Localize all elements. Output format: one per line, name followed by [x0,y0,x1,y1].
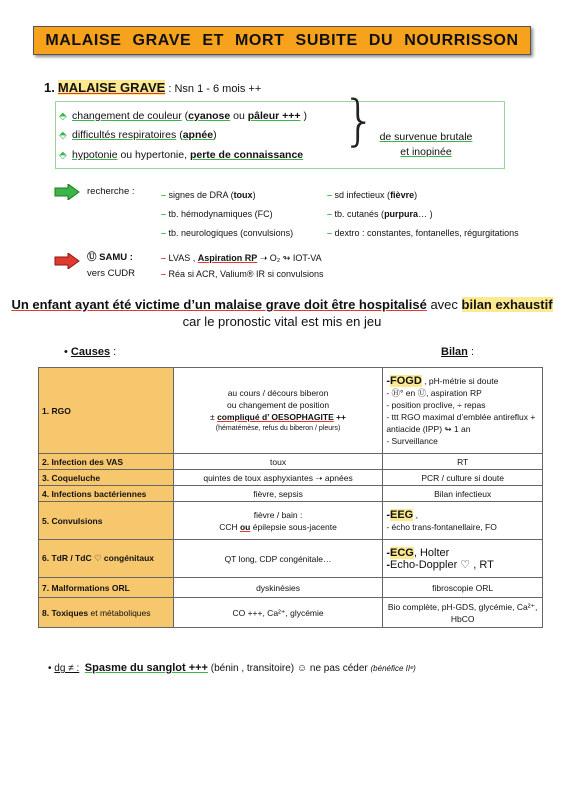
differential-diagnosis: • dg ≠ : Spasme du sanglot +++ (bénin , transitoire) ☺ ne pas céder (bénéfice IIᵉ) [48,662,416,674]
table-cell: CO +++, Ca²⁺, glycémie [173,598,383,628]
table-row [39,502,543,540]
table-cell: 1. RGO [39,368,174,454]
table-row [39,368,543,454]
table-cell: dyskinésies [173,578,383,598]
causes-heading: • Causes : [64,346,117,358]
list-item: – tb. hémodynamiques (FC) [161,209,273,219]
table-cell: 7. Malformations ORL [39,578,174,598]
list-item: – LVAS , Aspiration RP ➝ O₂ ↬ IOT-VA [161,253,322,263]
table-cell: Bilan infectieux [383,486,543,502]
table-row [39,540,543,578]
table-cell: Bio complète, pH-GDS, glycémie, Ca²⁺, HbCO [383,598,543,628]
section-heading [44,80,261,95]
table-cell: QT long, CDP congénitale… [173,540,383,578]
recherche-column-b [327,186,519,243]
brace-icon: } [342,89,377,152]
table-cell: fibroscopie ORL [383,578,543,598]
section-number: 1. [44,80,55,95]
section-title: MALAISE GRAVE [57,80,166,95]
recherche-label: recherche : [87,186,135,197]
causes-table [38,367,543,628]
table-cell: 3. Coqueluche [39,470,174,486]
bullet-arrow-icon: ⬘ [59,150,67,161]
table-cell: -FOGD , pH-métrie si doute - Ⓗ° en Ⓤ, aspiration RP - position proclive, ÷ repas - ttt RGO maximal d’emblée antireflux + antiacide (IPP) ↬ 1 an - Surveillance [383,368,543,454]
bullet-arrow-icon: ⬘ [59,111,67,122]
list-item: – sd infectieux (fièvre) [327,190,418,200]
sign-row: ⬘ changement de couleur (cyanose ou pâleur +++ ) [59,110,307,122]
table-cell: fièvre / bain : CCH ou épilepsie sous-jacente [173,502,383,540]
table-cell: 8. Toxiques et métaboliques [39,598,174,628]
red-arrow-icon [54,253,80,269]
section-subtitle: : Nsn 1 - 6 mois ++ [168,83,262,95]
table-cell: -EEG , - écho trans-fontanellaire, FO [383,502,543,540]
recherche-column-a [161,186,293,243]
bullet-arrow-icon: ⬘ [59,130,67,141]
table-row [39,578,543,598]
table-row [39,470,543,486]
table-cell: quintes de toux asphyxiantes ➝ apnées [173,470,383,486]
table-cell: PCR / culture si doute [383,470,543,486]
onset-note: de survenue brutale et inopinée [379,131,473,158]
bilan-heading: Bilan : [441,346,475,358]
table-cell: 2. Infection des VAS [39,454,174,470]
table-row [39,454,543,470]
table-cell: toux [173,454,383,470]
table-cell: 5. Convulsions [39,502,174,540]
table-cell: au cours / décours biberon ou changement de position ± compliqué d’ OESOPHAGITE ++ (hématémèse, refus du biberon / pleurs) [173,368,383,454]
table-cell: 4. Infections bactériennes [39,486,174,502]
sign-row: ⬘ difficultés respiratoires (apnée) [59,129,217,141]
key-statement: Un enfant ayant été victime d’un malaise grave doit être hospitalisé avec bilan exhaustif car le pronostic vital est mis en jeu [11,297,553,329]
table-row [39,598,543,628]
page-title: MALAISE GRAVE ET MORT SUBITE DU NOURRISSON [45,31,519,49]
table-cell: RT [383,454,543,470]
list-item: – Réa si ACR, Valium® IR si convulsions [161,269,324,279]
list-item: – tb. neurologiques (convulsions) [161,228,294,238]
sign-row: ⬘ hypotonie ou hypertonie, perte de connaissance [59,149,304,161]
table-cell: 6. TdR / TdC ♡ congénitaux [39,540,174,578]
list-item: – dextro : constantes, fontanelles, régurgitations [327,228,519,238]
list-item: – signes de DRA (toux) [161,190,256,200]
table-cell: -ECG, Holter -Echo-Doppler ♡ , RT [383,540,543,578]
samu-label: Ⓤ SAMU : vers CUDR [87,252,136,279]
green-arrow-icon [54,184,80,200]
samu-actions [161,250,324,282]
table-row [39,486,543,502]
title-banner [33,26,531,55]
list-item: – tb. cutanés (purpura… ) [327,209,433,219]
table-cell: fièvre, sepsis [173,486,383,502]
